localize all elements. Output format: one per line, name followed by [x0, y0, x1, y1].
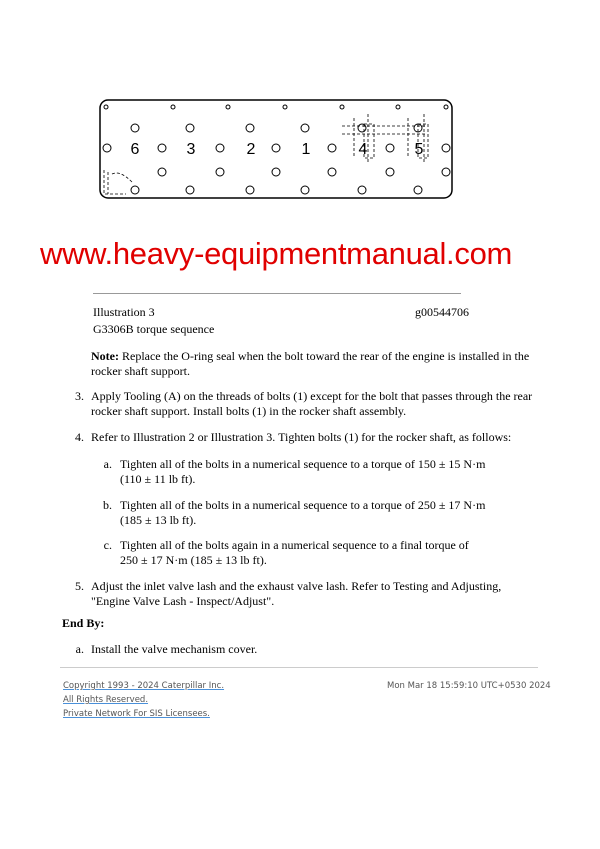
illustration-id: g00544706 — [415, 305, 469, 319]
bolt-hole-icon — [272, 144, 280, 152]
step-number: 4. — [75, 430, 84, 444]
substep-number: a. — [103, 457, 112, 471]
bolt-hole-icon — [103, 144, 111, 152]
bolt-hole-icon — [158, 168, 166, 176]
bolt-hole-icon — [328, 144, 336, 152]
bolt-hole-icon — [328, 168, 336, 176]
bolt-hole-icon — [442, 144, 450, 152]
bolt-hole-icon — [186, 186, 194, 194]
substep-number: b. — [103, 498, 112, 512]
substep-number: c. — [103, 538, 112, 552]
rocker-shaft-support-outline — [104, 114, 428, 194]
bolt-hole-icon — [340, 105, 344, 109]
bolt-hole-icon — [396, 105, 400, 109]
bolt-number-5: 5 — [414, 141, 424, 158]
step-text: Refer to Illustration 2 or Illustration 3. Tighten bolts (1) for the rocker shaft, as follows: — [91, 430, 512, 444]
bolt-hole-icon — [301, 124, 309, 132]
end-by-number: a. — [75, 642, 84, 656]
bolt-number-3: 3 — [186, 141, 196, 158]
step-number: 5. — [75, 579, 84, 593]
timestamp: Mon Mar 18 15:59:10 UTC+0530 2024 — [387, 681, 551, 691]
substep-text: Tighten all of the bolts in a numerical sequence to a torque of 250 ± 17 N·m — [120, 498, 486, 512]
bolt-hole-icon — [158, 144, 166, 152]
bolt-hole-icon — [272, 168, 280, 176]
illustration-caption: G3306B torque sequence — [93, 322, 215, 336]
rights-link[interactable]: All Rights Reserved. — [63, 695, 149, 705]
bolt-number-2: 2 — [246, 141, 256, 158]
bolt-hole-icon — [226, 105, 230, 109]
bolt-hole-icon — [444, 105, 448, 109]
note-label: Note: — [91, 349, 119, 363]
bolt-hole-icon — [301, 186, 309, 194]
step-text: rocker shaft support. Install bolts (1) in the rocker shaft assembly. — [91, 404, 407, 418]
bolt-hole-icon — [414, 186, 422, 194]
bolt-hole-icon — [104, 105, 108, 109]
bolt-hole-icon — [131, 186, 139, 194]
bolt-hole-icon — [246, 186, 254, 194]
note — [91, 349, 551, 379]
step-text: "Engine Valve Lash - Inspect/Adjust". — [91, 594, 275, 608]
network-link[interactable]: Private Network For SIS Licensees. — [63, 709, 210, 719]
bolt-number-4: 4 — [358, 141, 368, 158]
copyright-link[interactable]: Copyright 1993 - 2024 Caterpillar Inc. — [63, 681, 225, 691]
bolt-hole-icon — [186, 124, 194, 132]
substep-text: 250 ± 17 N·m (185 ± 13 lb ft). — [120, 553, 267, 567]
note-text: Replace the O-ring seal when the bolt toward the rear of the engine is installed in the rocker shaft support. — [91, 349, 530, 378]
bolt-hole-icon — [246, 124, 254, 132]
illustration-label: Illustration 3 — [93, 305, 155, 319]
bolt-hole-icon — [171, 105, 175, 109]
substep-text: Tighten all of the bolts in a numerical sequence to a torque of 150 ± 15 N·m — [120, 457, 486, 471]
footer-divider — [60, 667, 538, 668]
bolt-hole-icon — [386, 144, 394, 152]
bolt-number-6: 6 — [130, 141, 140, 158]
cylinder-head-bolt-diagram — [96, 96, 456, 202]
step-number: 3. — [75, 389, 84, 403]
end-by-text: Install the valve mechanism cover. — [91, 642, 258, 656]
end-by-heading: End By: — [62, 616, 105, 630]
bolt-number-1: 1 — [301, 141, 311, 158]
substep-text: (185 ± 13 lb ft). — [120, 513, 197, 527]
substep-text: (110 ± 11 lb ft). — [120, 472, 196, 486]
bolt-hole-icon — [358, 124, 366, 132]
bolt-hole-icon — [283, 105, 287, 109]
substep-text: Tighten all of the bolts again in a numerical sequence to a final torque of — [120, 538, 469, 552]
bolt-hole-icon — [358, 186, 366, 194]
bolt-hole-icon — [216, 144, 224, 152]
watermark: www.heavy-equipmentmanual.com — [40, 236, 513, 271]
bolt-hole-icon — [386, 168, 394, 176]
step-text: Apply Tooling (A) on the threads of bolts (1) except for the bolt that passes through the rear — [91, 389, 533, 403]
caption-divider — [93, 293, 461, 294]
step-text: Adjust the inlet valve lash and the exhaust valve lash. Refer to Testing and Adjusting, — [91, 579, 502, 593]
bolt-hole-icon — [216, 168, 224, 176]
bolt-hole-icon — [442, 168, 450, 176]
bolt-hole-icon — [131, 124, 139, 132]
